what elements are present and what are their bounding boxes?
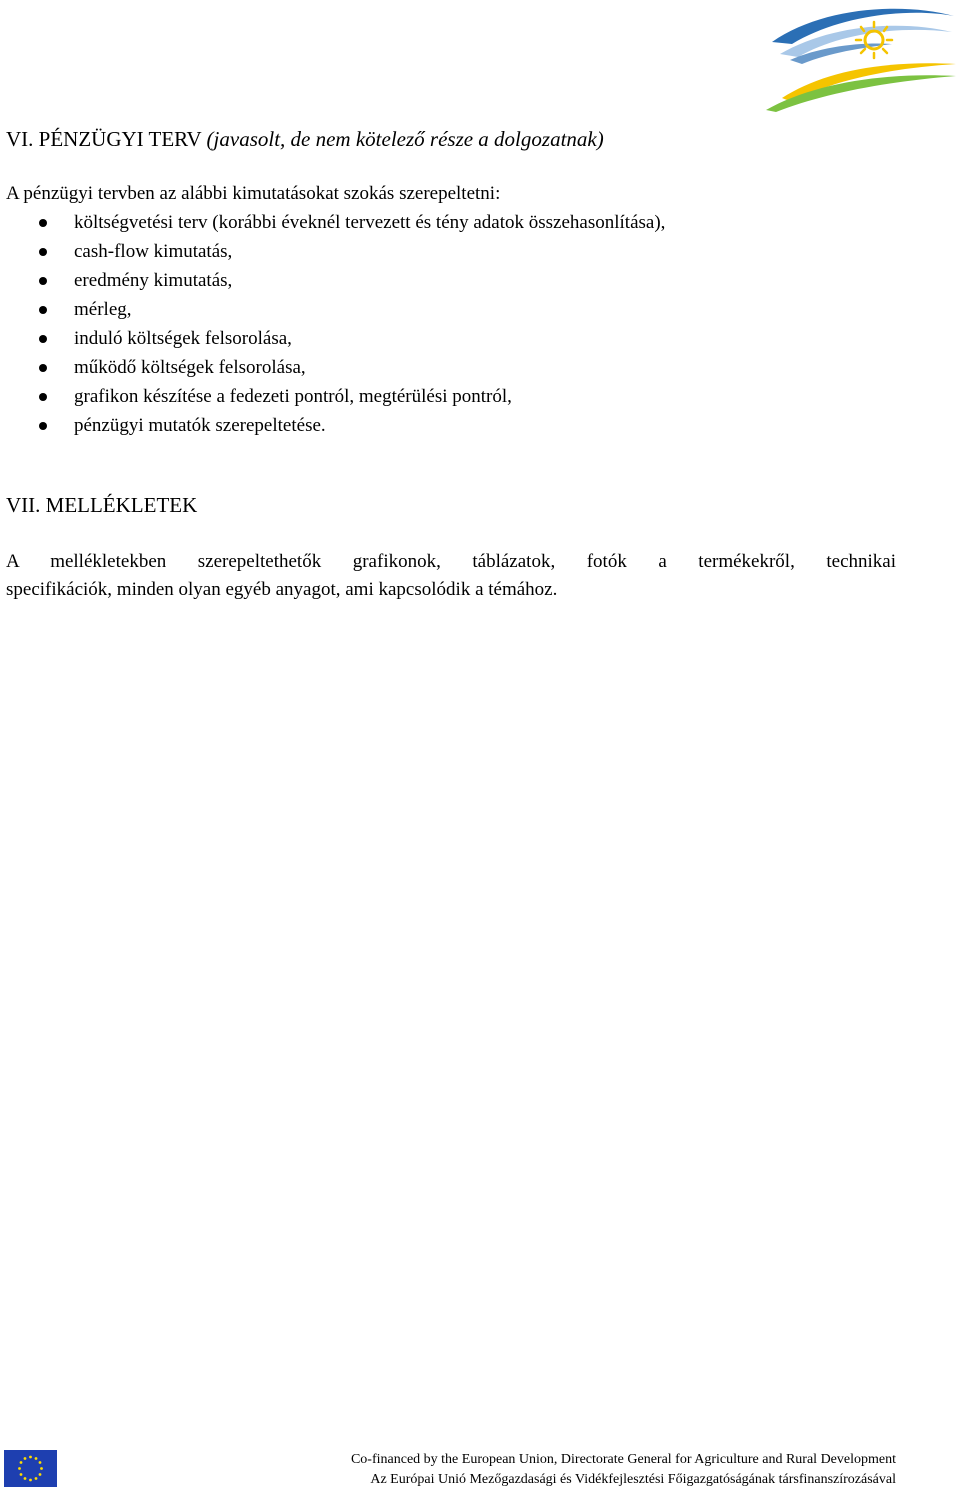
footer-line-english: Co-financed by the European Union, Directorate General for Agriculture and Rural Development: [350, 1452, 896, 1467]
list-item-text: mérleg,: [74, 299, 132, 320]
list-item: [0, 269, 665, 298]
section-7-paragraph-line-1: A mellékletekben szerepeltethetők grafikonok, táblázatok, fotók a termékekről, technikai: [6, 551, 896, 572]
list-item: [0, 356, 665, 385]
section-6-title-plain: VI. PÉNZÜGYI TERV: [6, 127, 207, 151]
bullet-icon: [39, 364, 47, 372]
section-6-title: [6, 127, 604, 151]
list-item-text: eredmény kimutatás,: [74, 270, 233, 291]
bullet-icon: [39, 277, 47, 285]
list-item: [0, 240, 665, 269]
bullet-icon: [39, 306, 47, 314]
list-item-text: működő költségek felsorolása,: [74, 357, 306, 378]
list-item: [0, 327, 665, 356]
list-item: [0, 385, 665, 414]
section-6-intro: A pénzügyi tervben az alábbi kimutatásokat szokás szerepeltetni:: [6, 183, 501, 204]
sun-landscape-logo: [762, 2, 958, 112]
section-7-paragraph-line-2: specifikációk, minden olyan egyéb anyagot, ami kapcsolódik a témához.: [6, 579, 558, 600]
financial-statements-list: [0, 211, 665, 443]
eu-flag-icon: [4, 1450, 57, 1487]
bullet-icon: [39, 422, 47, 430]
list-item-text: cash-flow kimutatás,: [74, 241, 233, 262]
bullet-icon: [39, 219, 47, 227]
section-7-paragraph: [6, 548, 896, 604]
list-item-text: költségvetési terv (korábbi éveknél tervezett és tény adatok összehasonlítása),: [74, 212, 666, 233]
list-item-text: grafikon készítése a fedezeti pontról, megtérülési pontról,: [74, 386, 512, 407]
bullet-icon: [39, 393, 47, 401]
list-item-text: pénzügyi mutatók szerepeltetése.: [74, 415, 326, 436]
list-item-text: induló költségek felsorolása,: [74, 328, 292, 349]
list-item: [0, 414, 665, 443]
footer-cofinancing: [351, 1450, 896, 1490]
bullet-icon: [39, 248, 47, 256]
list-item: [0, 298, 665, 327]
list-item: [0, 211, 665, 240]
footer-line-hungarian: Az Európai Unió Mezőgazdasági és Vidékfejlesztési Főigazgatóságának társfinanszírozásával: [370, 1472, 896, 1487]
bullet-icon: [39, 335, 47, 343]
section-6-title-italic: (javasolt, de nem kötelező része a dolgozatnak): [206, 127, 604, 151]
section-7-title: VII. MELLÉKLETEK: [6, 493, 198, 517]
